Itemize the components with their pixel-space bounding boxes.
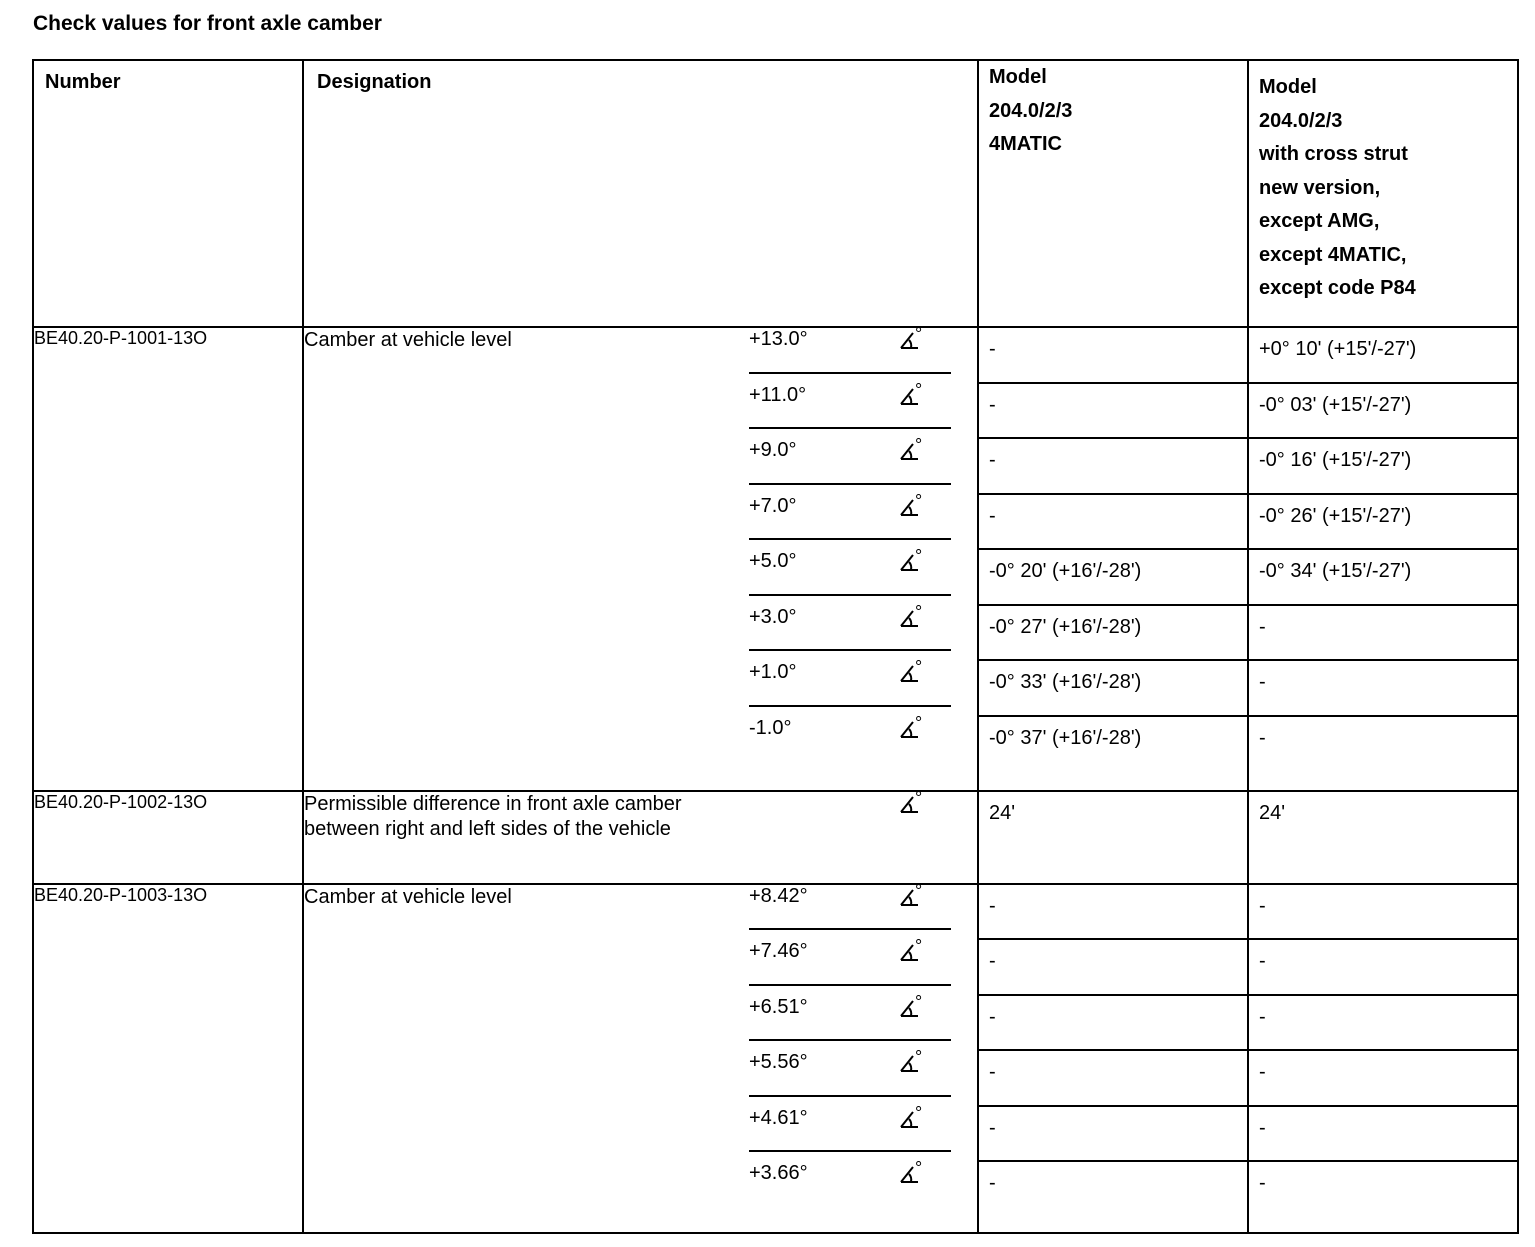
header-model-2-line: except code P84 <box>1259 277 1416 299</box>
vehicle-level-angle: +5.0° <box>749 550 797 572</box>
row-number: BE40.20-P-1002-13O <box>33 791 303 884</box>
vehicle-level-angle: +3.66° <box>749 1162 808 1184</box>
model-1-value: - <box>979 1051 1247 1107</box>
model-2-value: -0° 26' (+15'/-27') <box>1249 495 1517 551</box>
angle-row <box>749 875 951 931</box>
table-row <box>33 791 1518 884</box>
model-1-values <box>978 791 1248 884</box>
angle-row <box>749 318 951 374</box>
angle-list <box>749 875 951 1223</box>
symbol-cell <box>899 936 951 968</box>
header-model-1-line: Model <box>989 66 1047 88</box>
camber-angle-icon <box>899 787 925 814</box>
symbol-cell <box>899 657 951 689</box>
degree-sign: ° <box>915 936 923 956</box>
model-2-values <box>1248 791 1518 884</box>
row-number: BE40.20-P-1003-13O <box>33 884 303 1234</box>
symbol-cell <box>899 1102 951 1135</box>
angle-row <box>749 540 951 596</box>
degree-sign: ° <box>915 991 923 1012</box>
header-model-2-line: new version, <box>1259 176 1381 199</box>
header-model-1-line: 204.0/2/3 <box>989 99 1073 122</box>
degree-sign: ° <box>915 546 923 566</box>
camber-angle-icon <box>899 657 925 683</box>
model-2-value: - <box>1259 726 1266 749</box>
vehicle-level-angle: +13.0° <box>749 328 808 350</box>
model-2-value: -0° 34' (+15'/-27') <box>1249 550 1517 606</box>
degree-sign: ° <box>915 379 923 400</box>
header-model-2-line: 204.0/2/3 <box>1259 109 1343 132</box>
designation-inner <box>304 787 977 842</box>
model-2-value: - <box>1249 606 1517 662</box>
degree-sign: ° <box>915 712 923 733</box>
vehicle-level-angle: +1.0° <box>749 661 797 683</box>
model-1-values <box>978 327 1248 791</box>
angle-row <box>749 374 951 430</box>
angle-row <box>749 651 951 707</box>
header-row <box>33 60 1518 327</box>
designation-text: Camber at vehicle level <box>304 329 512 351</box>
vehicle-level-angle: +6.51° <box>749 995 808 1018</box>
camber-angle-icon <box>899 324 925 350</box>
angle-list <box>749 782 951 842</box>
camber-angle-icon <box>899 880 925 907</box>
designation-inner <box>304 880 977 1223</box>
camber-angle-icon <box>899 546 925 572</box>
symbol-cell <box>899 712 951 745</box>
degree-sign: ° <box>915 1047 923 1067</box>
header-model-2-line: except 4MATIC, <box>1259 243 1407 266</box>
header-model-2 <box>1248 60 1518 327</box>
model-2-value: - <box>1259 1172 1266 1194</box>
model-2-value: - <box>1249 885 1517 941</box>
symbol-cell <box>899 601 951 634</box>
camber-table <box>32 59 1519 1234</box>
angle-row <box>749 986 951 1042</box>
model-1-value: - <box>979 384 1247 440</box>
vehicle-level-angle: +4.61° <box>749 1106 808 1129</box>
table-row <box>33 884 1518 1234</box>
table-row <box>33 327 1518 791</box>
header-model-2-line: with cross strut <box>1259 143 1408 165</box>
row-designation <box>303 880 978 1234</box>
degree-sign: ° <box>915 1158 923 1178</box>
vehicle-level-angle: +5.56° <box>749 1051 808 1073</box>
symbol-cell <box>899 1158 951 1190</box>
angle-row <box>749 1152 951 1222</box>
header-number: Number <box>33 60 303 327</box>
symbol-cell <box>899 435 951 467</box>
angle-row <box>749 429 951 485</box>
model-1-value: - <box>979 1107 1247 1163</box>
row-designation <box>303 787 978 884</box>
model-2-values <box>1248 884 1518 1234</box>
camber-angle-icon <box>899 991 925 1018</box>
angle-row <box>749 1097 951 1153</box>
model-1-value: -0° 33' (+16'/-28') <box>979 661 1247 717</box>
model-1-value: - <box>979 439 1247 495</box>
model-2-values <box>1248 327 1518 791</box>
model-1-value: -0° 37' (+16'/-28') <box>989 726 1142 749</box>
angle-row <box>749 1041 951 1097</box>
model-2-value: +0° 10' (+15'/-27') <box>1249 328 1517 384</box>
model-2-value: - <box>1249 1107 1517 1163</box>
symbol-cell <box>899 490 951 523</box>
model-1-values <box>978 884 1248 1234</box>
model-1-value: - <box>979 495 1247 551</box>
symbol-cell <box>899 379 951 412</box>
symbol-cell <box>899 1047 951 1079</box>
degree-sign: ° <box>915 1102 923 1123</box>
vehicle-level-angle: +7.46° <box>749 940 808 962</box>
header-model-1 <box>978 60 1248 327</box>
vehicle-level-angle: -1.0° <box>749 716 792 739</box>
camber-angle-icon <box>899 1158 925 1184</box>
symbol-cell <box>899 324 951 356</box>
model-1-value: - <box>979 885 1247 941</box>
angle-row <box>749 782 951 838</box>
degree-sign: ° <box>915 657 923 677</box>
vehicle-level-angle: +9.0° <box>749 439 797 461</box>
camber-angle-icon <box>899 1047 925 1073</box>
vehicle-level-angle: +8.42° <box>749 884 808 907</box>
model-1-value: 24' <box>989 801 1016 824</box>
camber-angle-icon <box>899 936 925 962</box>
symbol-cell <box>899 546 951 578</box>
symbol-cell <box>899 787 951 820</box>
model-2-value: - <box>1249 1051 1517 1107</box>
model-2-value: - <box>1249 940 1517 996</box>
designation-text: Camber at vehicle level <box>304 885 512 908</box>
camber-angle-icon <box>899 1102 925 1129</box>
row-number: BE40.20-P-1001-13O <box>33 327 303 791</box>
model-2-value: 24' <box>1259 801 1286 824</box>
degree-sign: ° <box>915 787 923 808</box>
model-1-value: - <box>979 996 1247 1052</box>
model-2-value: -0° 03' (+15'/-27') <box>1249 384 1517 440</box>
model-1-value: -0° 27' (+16'/-28') <box>979 606 1247 662</box>
designation-inner <box>304 324 977 780</box>
camber-angle-icon <box>899 601 925 628</box>
camber-angle-icon <box>899 379 925 406</box>
degree-sign: ° <box>915 435 923 455</box>
degree-sign: ° <box>915 324 923 344</box>
vehicle-level-angle: +11.0° <box>749 383 807 406</box>
model-1-value: - <box>989 1172 996 1194</box>
header-model-1-line: 4MATIC <box>989 133 1062 155</box>
model-1-value: -0° 20' (+16'/-28') <box>979 550 1247 606</box>
designation-text: Permissible difference in front axle camber between right and left sides of the vehicle <box>304 792 682 840</box>
model-1-value: - <box>979 940 1247 996</box>
camber-angle-icon <box>899 712 925 739</box>
symbol-cell <box>899 880 951 913</box>
symbol-cell <box>899 991 951 1024</box>
angle-row <box>749 596 951 652</box>
camber-angle-icon <box>899 435 925 461</box>
degree-sign: ° <box>915 490 923 511</box>
header-model-2-line: except AMG, <box>1259 210 1380 232</box>
row-designation <box>303 324 978 791</box>
model-2-value: - <box>1249 996 1517 1052</box>
angle-row <box>749 485 951 541</box>
angle-row <box>749 707 951 780</box>
header-designation: Designation <box>303 60 978 327</box>
vehicle-level-angle: +7.0° <box>749 494 797 517</box>
angle-row <box>749 930 951 986</box>
camber-angle-icon <box>899 490 925 517</box>
model-1-value: - <box>979 328 1247 384</box>
model-2-value: - <box>1249 661 1517 717</box>
angle-list <box>749 318 951 780</box>
degree-sign: ° <box>915 880 923 901</box>
degree-sign: ° <box>915 601 923 622</box>
page-title: Check values for front axle camber <box>33 12 382 35</box>
vehicle-level-angle: +3.0° <box>749 605 797 628</box>
header-model-2-line: Model <box>1259 76 1317 98</box>
model-2-value: -0° 16' (+15'/-27') <box>1249 439 1517 495</box>
